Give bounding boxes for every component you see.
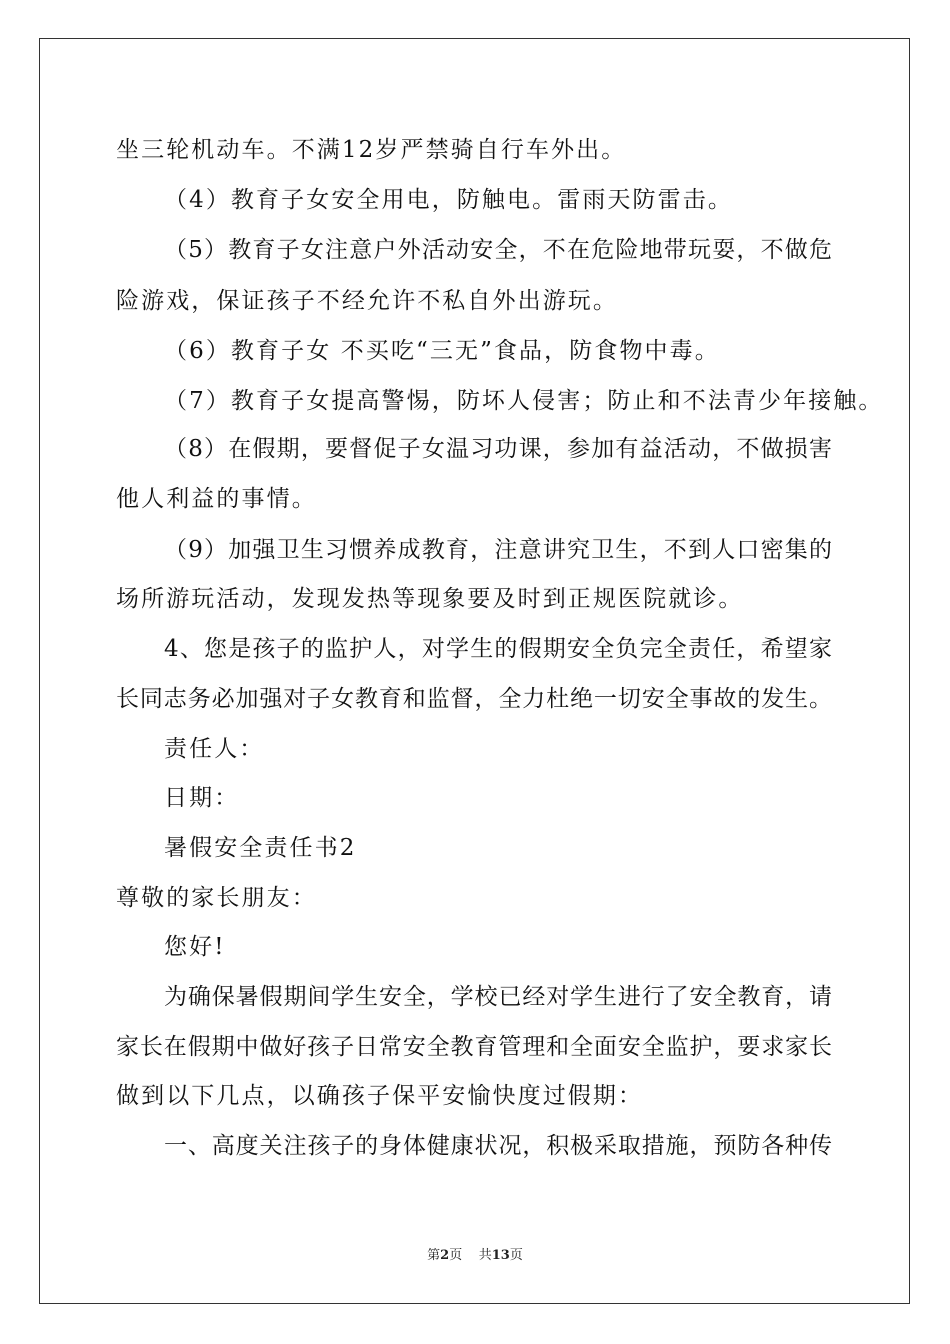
total-unit: 页 — [509, 1248, 523, 1263]
section-title: 暑假安全责任书2 — [164, 835, 357, 861]
text-line: （6）教育子女 不买吃“三无”食品，防食物中毒。 — [164, 338, 720, 364]
text-line: 他人利益的事情。 — [116, 486, 317, 512]
date-label: 日期： — [164, 785, 240, 811]
page-border — [39, 38, 910, 1304]
page-footer — [0, 1247, 950, 1265]
signature-label: 责任人： — [164, 736, 265, 762]
text-line: 家长在假期中做好孩子日常安全教育管理和全面安全监护，要求家长 — [116, 1034, 832, 1060]
page-prefix: 第 — [427, 1248, 441, 1263]
text-line: 场所游玩活动，发现发热等现象要及时到正规医院就诊。 — [116, 586, 744, 612]
text-line: 做到以下几点，以确孩子保平安愉快度过假期： — [116, 1083, 644, 1109]
page-current: 2 — [440, 1248, 450, 1263]
text-line: 4、您是孩子的监护人，对学生的假期安全负完全责任，希望家 — [164, 636, 832, 662]
text-line: （8）在假期，要督促子女温习功课，参加有益活动，不做损害 — [164, 436, 832, 462]
page-unit: 页 — [449, 1248, 463, 1263]
text-line: 一、高度关注孩子的身体健康状况，积极采取措施，预防各种传 — [164, 1133, 832, 1159]
text-line: （4）教育子女安全用电，防触电。雷雨天防雷击。 — [164, 187, 733, 213]
page-total: 13 — [491, 1248, 510, 1263]
text-line: 坐三轮机动车。不满12岁严禁骑自行车外出。 — [116, 137, 627, 163]
greeting: 您好! — [164, 934, 226, 960]
text-line: （9）加强卫生习惯养成教育，注意讲究卫生，不到人口密集的 — [164, 537, 832, 563]
text-line: （7）教育子女提高警惕，防坏人侵害；防止和不法青少年接触。 — [164, 388, 884, 414]
text-line: 为确保暑假期间学生安全，学校已经对学生进行了安全教育，请 — [164, 984, 832, 1010]
text-line: 险游戏，保证孩子不经允许不私自外出游玩。 — [116, 288, 618, 314]
total-prefix: 共 — [478, 1248, 492, 1263]
text-line: 长同志务必加强对子女教育和监督，全力杜绝一切安全事故的发生。 — [116, 686, 832, 712]
text-line: （5）教育子女注意户外活动安全，不在危险地带玩耍，不做危 — [164, 237, 832, 263]
salutation: 尊敬的家长朋友： — [116, 885, 317, 911]
